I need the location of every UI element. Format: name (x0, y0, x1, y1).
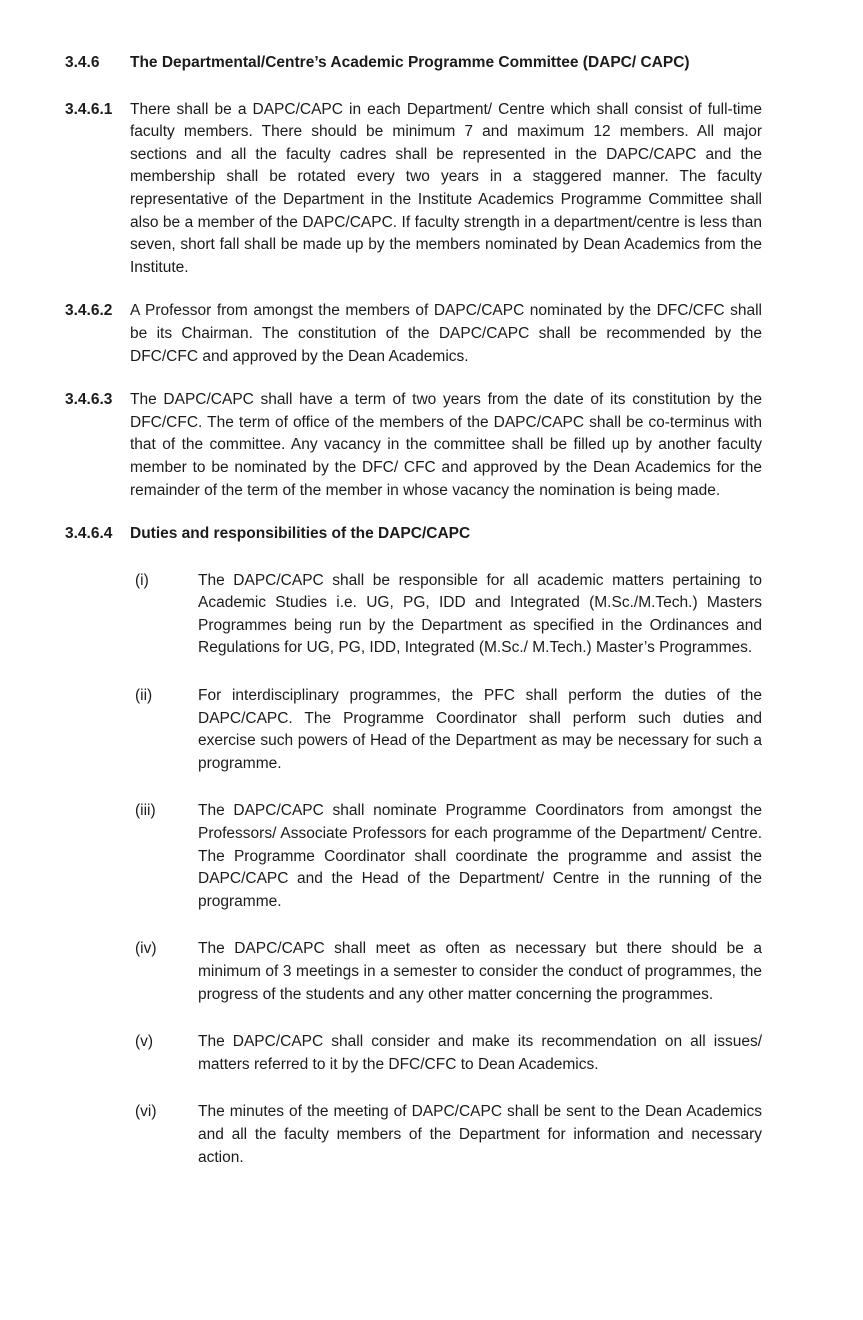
paragraph-text: There shall be a DAPC/CAPC in each Department/ Centre which shall consist of full-time faculty members. There should be minimum 7 and maximum 12 members. All major sections and all the faculty cadres shall be represented in the DAPC/CAPC and the membership shall be rotated every two years in a staggered manner. The faculty representative of the Department in the Institute Academics Programme Committee shall also be a member of the DAPC/CAPC. If faculty strength in a department/centre is less than seven, short fall shall be made up by the members nominated by Dean Academics from the Institute. (130, 100, 762, 276)
paragraph-text: The DAPC/CAPC shall have a term of two years from the date of its constitution by the DFC/CFC. The term of office of the members of the DAPC/CAPC shall be co-terminus with that of the committee. Any vacancy in the committee shall be filled up by another faculty member to be nominated by the DFC/ CFC and approved by the Dean Academics for the remainder of the term of the member in whose vacancy the nomination is being made. (130, 391, 762, 499)
paragraph (65, 300, 762, 368)
item-text: The DAPC/CAPC shall consider and make its recommendation on all issues/ matters referred to it by the DFC/CFC to Dean Academics. (198, 1033, 762, 1073)
subsection-title: Duties and responsibilities of the DAPC/CAPC (130, 525, 471, 543)
list-item (135, 938, 762, 1006)
subsection-heading (65, 523, 762, 546)
section-number: 3.4.6 (65, 54, 100, 71)
paragraph (65, 389, 762, 502)
item-text: For interdisciplinary programmes, the PFC shall perform the duties of the DAPC/CAPC. The Programme Coordinator shall perform such duties and exercise such powers of Head of the Department as may be necessary for such a programme. (198, 687, 762, 772)
list-item (135, 800, 762, 913)
item-text: The DAPC/CAPC shall meet as often as necessary but there should be a minimum of 3 meetings in a semester to consider the conduct of programmes, the progress of the students and any other matter concerning the programmes. (198, 940, 762, 1003)
paragraph-number: 3.4.6.2 (65, 302, 113, 320)
list-item (135, 570, 762, 660)
list-item (135, 1101, 762, 1169)
item-marker: (vi) (135, 1103, 157, 1121)
paragraph-number: 3.4.6.3 (65, 391, 113, 409)
subsection-number: 3.4.6.4 (65, 525, 113, 543)
item-text: The minutes of the meeting of DAPC/CAPC shall be sent to the Dean Academics and all the faculty members of the Department for information and necessary action. (198, 1103, 762, 1166)
duties-list (135, 570, 762, 1169)
section-heading (65, 52, 762, 75)
list-item (135, 685, 762, 775)
item-text: The DAPC/CAPC shall be responsible for all academic matters pertaining to Academic Studies i.e. UG, PG, IDD and Integrated (M.Sc./M.Tech.) Masters Programmes being run by the Department as specified in the Ordinances and Regulations for UG, PG, IDD, Integrated (M.Sc./ M.Tech.) Master’s Programmes. (198, 571, 762, 657)
item-marker: (v) (135, 1033, 154, 1051)
section-title: The Departmental/Centre’s Academic Programme Committee (DAPC/ CAPC) (130, 54, 690, 71)
list-item (135, 1031, 762, 1076)
paragraph (65, 99, 762, 280)
item-marker: (iii) (135, 802, 156, 820)
item-marker: (ii) (135, 687, 153, 705)
item-text: The DAPC/CAPC shall nominate Programme Coordinators from amongst the Professors/ Associate Professors for each programme of the Department/ Centre. The Programme Coordinator shall coordinate the programme and assist the DAPC/CAPC and the Head of the Department/ Centre in the running of the programme. (198, 802, 762, 910)
item-marker: (iv) (135, 940, 157, 958)
paragraph-text: A Professor from amongst the members of DAPC/CAPC nominated by the DFC/CFC shall be its Chairman. The constitution of the DAPC/CAPC shall be recommended by the DFC/CFC and approved by the Dean Academics. (130, 302, 762, 365)
paragraph-number: 3.4.6.1 (65, 100, 113, 118)
item-marker: (i) (135, 571, 149, 589)
